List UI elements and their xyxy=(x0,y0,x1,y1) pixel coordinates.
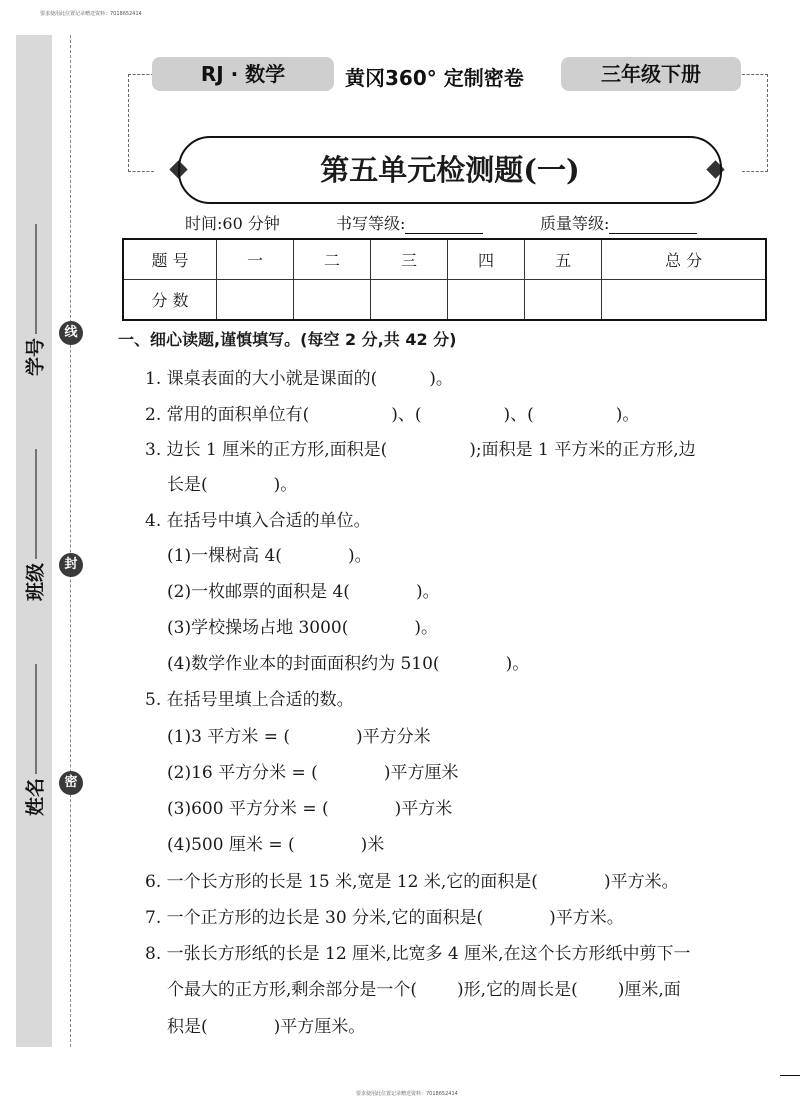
question-text: 长是( xyxy=(167,475,208,495)
student-id-blank[interactable] xyxy=(36,224,37,334)
grade-pill: 三年级下册 xyxy=(561,57,741,91)
student-id-label: 学号 xyxy=(24,337,47,377)
question-3-cont xyxy=(167,470,297,495)
corner-mark xyxy=(780,1075,800,1076)
seal-seal-mark: 封 xyxy=(59,553,83,577)
question-3 xyxy=(145,435,696,460)
score-header-cell: 五 xyxy=(525,239,602,280)
question-4-3 xyxy=(167,613,438,638)
question-text: )平方米 xyxy=(394,799,453,819)
question-text: 7. 一个正方形的边长是 30 分米,它的面积是( xyxy=(145,908,484,928)
name-blank[interactable] xyxy=(36,664,37,774)
question-text: (4)500 厘米 = ( xyxy=(167,835,295,855)
question-5-3 xyxy=(167,794,452,819)
question-4-4 xyxy=(167,649,529,674)
question-text: 积是( xyxy=(167,1017,208,1037)
question-5-2 xyxy=(167,758,458,783)
question-text: (3)学校操场占地 3000( xyxy=(167,618,349,638)
question-text: )。 xyxy=(273,475,298,495)
score-input-cell[interactable] xyxy=(217,280,294,321)
question-text: (3)600 平方分米 = ( xyxy=(167,799,329,819)
question-1 xyxy=(145,364,453,389)
seal-line-mark: 线 xyxy=(59,321,83,345)
score-input-cell[interactable] xyxy=(371,280,448,321)
score-table-header-row xyxy=(123,239,766,280)
writing-grade-field[interactable] xyxy=(336,211,483,234)
header-bracket-right xyxy=(742,74,768,172)
score-input-cell[interactable] xyxy=(294,280,371,321)
question-4-1 xyxy=(167,541,372,566)
question-8: 8. 一张长方形纸的长是 12 厘米,比宽多 4 厘米,在这个长方形纸中剪下一 xyxy=(145,944,691,964)
class-label: 班级 xyxy=(24,562,47,602)
score-header-cell: 总 分 xyxy=(602,239,766,280)
question-8-cont xyxy=(167,975,681,1000)
question-text: )。 xyxy=(415,582,440,602)
section-1-heading: 一、细心读题,谨慎填写。(每空 2 分,共 42 分) xyxy=(118,330,457,349)
question-text: )。 xyxy=(414,618,439,638)
time-limit: 时间:60 分钟 xyxy=(185,214,280,233)
question-5: 5. 在括号里填上合适的数。 xyxy=(145,690,354,710)
score-row-label: 分 数 xyxy=(123,280,217,321)
question-4: 4. 在括号中填入合适的单位。 xyxy=(145,511,371,531)
question-6 xyxy=(145,867,679,892)
question-text: 6. 一个长方形的长是 15 米,宽是 12 米,它的面积是( xyxy=(145,872,538,892)
question-text: (2)一枚邮票的面积是 4( xyxy=(167,582,350,602)
question-2 xyxy=(145,400,639,425)
question-text: 2. 常用的面积单位有( xyxy=(145,405,310,425)
question-text: )平方分米 xyxy=(355,727,431,747)
bottom-note: 要求使用此位置记录赠送资料：7018652414 xyxy=(356,1091,458,1097)
question-4-2 xyxy=(167,577,440,602)
question-text: )平方米。 xyxy=(603,872,679,892)
question-text: )。 xyxy=(505,654,530,674)
question-text: )平方米。 xyxy=(549,908,624,928)
header-bracket-left xyxy=(128,74,154,172)
score-table xyxy=(122,238,767,321)
quality-grade-field[interactable] xyxy=(540,211,697,234)
question-text: )米 xyxy=(360,835,385,855)
score-header-cell: 四 xyxy=(448,239,525,280)
question-text: (4)数学作业本的封面面积约为 510( xyxy=(167,654,440,674)
subject-pill: RJ · 数学 xyxy=(152,57,334,91)
question-text: )。 xyxy=(615,405,640,425)
question-text: (1)一棵树高 4( xyxy=(167,546,282,566)
score-header-cell: 题 号 xyxy=(123,239,217,280)
score-input-cell[interactable] xyxy=(602,280,766,321)
writing-grade-label: 书写等级: xyxy=(336,214,406,233)
score-input-cell[interactable] xyxy=(448,280,525,321)
question-text: )。 xyxy=(429,369,453,389)
question-8-cont-2 xyxy=(167,1012,365,1037)
question-text: )。 xyxy=(347,546,372,566)
page-title: 第五单元检测题(一) xyxy=(178,136,722,204)
question-text: (1)3 平方米 = ( xyxy=(167,727,290,747)
seal-secret-mark: 密 xyxy=(59,771,83,795)
score-table-score-row xyxy=(123,280,766,321)
quality-grade-label: 质量等级: xyxy=(540,214,610,233)
question-text: );面积是 1 平方米的正方形,边 xyxy=(469,440,696,460)
question-text: )、( xyxy=(503,405,534,425)
class-field[interactable] xyxy=(21,449,48,601)
name-field[interactable] xyxy=(21,664,48,816)
cut-line xyxy=(70,35,71,1047)
question-text: 个最大的正方形,剩余部分是一个( xyxy=(167,980,418,1000)
question-5-4 xyxy=(167,830,384,855)
class-blank[interactable] xyxy=(36,449,37,559)
question-text: 3. 边长 1 厘米的正方形,面积是( xyxy=(145,440,388,460)
writing-grade-blank[interactable] xyxy=(405,217,483,234)
score-header-cell: 二 xyxy=(294,239,371,280)
question-text: )、( xyxy=(391,405,422,425)
question-text: (2)16 平方分米 = ( xyxy=(167,763,318,783)
question-7 xyxy=(145,903,624,928)
question-text: 1. 课桌表面的大小就是课面的( xyxy=(145,369,378,389)
question-text: )厘米,面 xyxy=(617,980,681,1000)
question-text: )平方厘米 xyxy=(383,763,459,783)
top-note: 要求使用此位置记录赠送资料：7018652414 xyxy=(40,11,142,17)
score-header-cell: 三 xyxy=(371,239,448,280)
student-id-field[interactable] xyxy=(21,224,48,376)
question-text: )平方厘米。 xyxy=(273,1017,366,1037)
publisher-title: 黄冈360° 定制密卷 xyxy=(345,66,524,90)
question-text: )形,它的周长是( xyxy=(457,980,578,1000)
quality-grade-blank[interactable] xyxy=(609,217,697,234)
question-5-1 xyxy=(167,722,431,747)
score-header-cell: 一 xyxy=(217,239,294,280)
score-input-cell[interactable] xyxy=(525,280,602,321)
name-label: 姓名 xyxy=(24,777,47,817)
